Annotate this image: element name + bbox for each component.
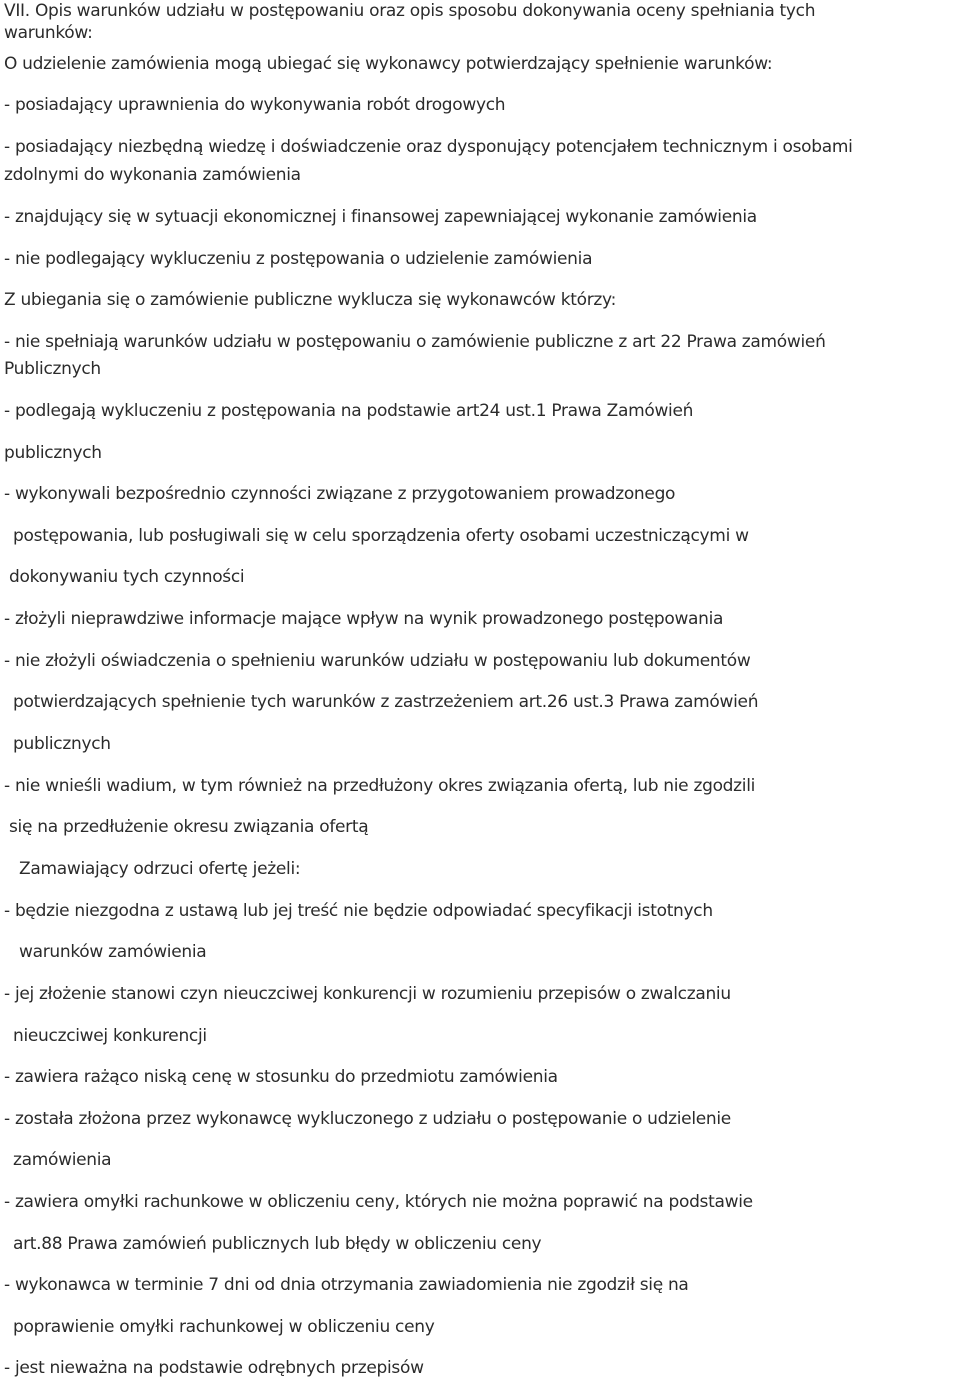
list-item: - złożyli nieprawdziwe informacje mające wpływ na wynik prowadzonego postępowania: [4, 609, 724, 629]
list-item-continued: nieuczciwej konkurencji: [13, 1026, 207, 1046]
list-item: - posiadający uprawnienia do wykonywania robót drogowych: [4, 95, 506, 115]
list-item-continued: się na przedłużenie okresu związania ofertą: [9, 817, 369, 837]
text-line: O udzielenie zamówienia mogą ubiegać się wykonawcy potwierdzający spełnienie warunków:: [4, 54, 773, 74]
list-item-continued: postępowania, lub posługiwali się w celu sporządzenia oferty osobami uczestniczącymi w: [13, 526, 749, 546]
list-item-continued: zamówienia: [13, 1150, 112, 1170]
list-item-continued: poprawienie omyłki rachunkowej w obliczeniu ceny: [13, 1317, 435, 1337]
list-item-continued: warunków zamówienia: [19, 942, 207, 962]
list-item-continued: zdolnymi do wykonania zamówienia: [4, 165, 301, 185]
list-item: - jest nieważna na podstawie odrębnych przepisów: [4, 1358, 424, 1378]
list-item: - jej złożenie stanowi czyn nieuczciwej konkurencji w rozumieniu przepisów o zwalczaniu: [4, 984, 731, 1004]
list-item: - nie wnieśli wadium, w tym również na przedłużony okres związania ofertą, lub nie zgodzili: [4, 776, 756, 796]
section-heading: VII. Opis warunków udziału w postępowaniu oraz opis sposobu dokonywania oceny spełniania tych: [4, 1, 816, 21]
list-item: - posiadający niezbędną wiedzę i doświadczenie oraz dysponujący potencjałem technicznym i osobami: [4, 137, 853, 157]
list-item: - podlegają wykluczeniu z postępowania na podstawie art24 ust.1 Prawa Zamówień: [4, 401, 694, 421]
section-heading-continued: warunków:: [4, 23, 93, 43]
list-item: - nie złożyli oświadczenia o spełnieniu warunków udziału w postępowaniu lub dokumentów: [4, 651, 751, 671]
text-line: Z ubiegania się o zamówienie publiczne wyklucza się wykonawców którzy:: [4, 290, 617, 310]
list-item-continued: Publicznych: [4, 359, 101, 379]
list-item-continued: art.88 Prawa zamówień publicznych lub błędy w obliczeniu ceny: [13, 1234, 542, 1254]
list-item: - wykonywali bezpośrednio czynności związane z przygotowaniem prowadzonego: [4, 484, 676, 504]
list-item: - wykonawca w terminie 7 dni od dnia otrzymania zawiadomienia nie zgodził się na: [4, 1275, 689, 1295]
list-item: - została złożona przez wykonawcę wykluczonego z udziału o postępowanie o udzielenie: [4, 1109, 731, 1129]
list-item-continued: dokonywaniu tych czynności: [9, 567, 245, 587]
list-item: - nie spełniają warunków udziału w postępowaniu o zamówienie publiczne z art 22 Prawa zamówień: [4, 332, 826, 352]
list-item-continued: publicznych: [13, 734, 111, 754]
text-line: Zamawiający odrzuci ofertę jeżeli:: [19, 859, 301, 879]
list-item: - będzie niezgodna z ustawą lub jej treść nie będzie odpowiadać specyfikacji istotnych: [4, 901, 713, 921]
list-item: - znajdujący się w sytuacji ekonomicznej i finansowej zapewniającej wykonanie zamówienia: [4, 207, 757, 227]
list-item: - zawiera rażąco niską cenę w stosunku do przedmiotu zamówienia: [4, 1067, 558, 1087]
list-item-continued: publicznych: [4, 443, 102, 463]
list-item: - zawiera omyłki rachunkowe w obliczeniu ceny, których nie można poprawić na podstawie: [4, 1192, 753, 1212]
list-item: - nie podlegający wykluczeniu z postępowania o udzielenie zamówienia: [4, 249, 593, 269]
list-item-continued: potwierdzających spełnienie tych warunków z zastrzeżeniem art.26 ust.3 Prawa zamówień: [13, 692, 759, 712]
